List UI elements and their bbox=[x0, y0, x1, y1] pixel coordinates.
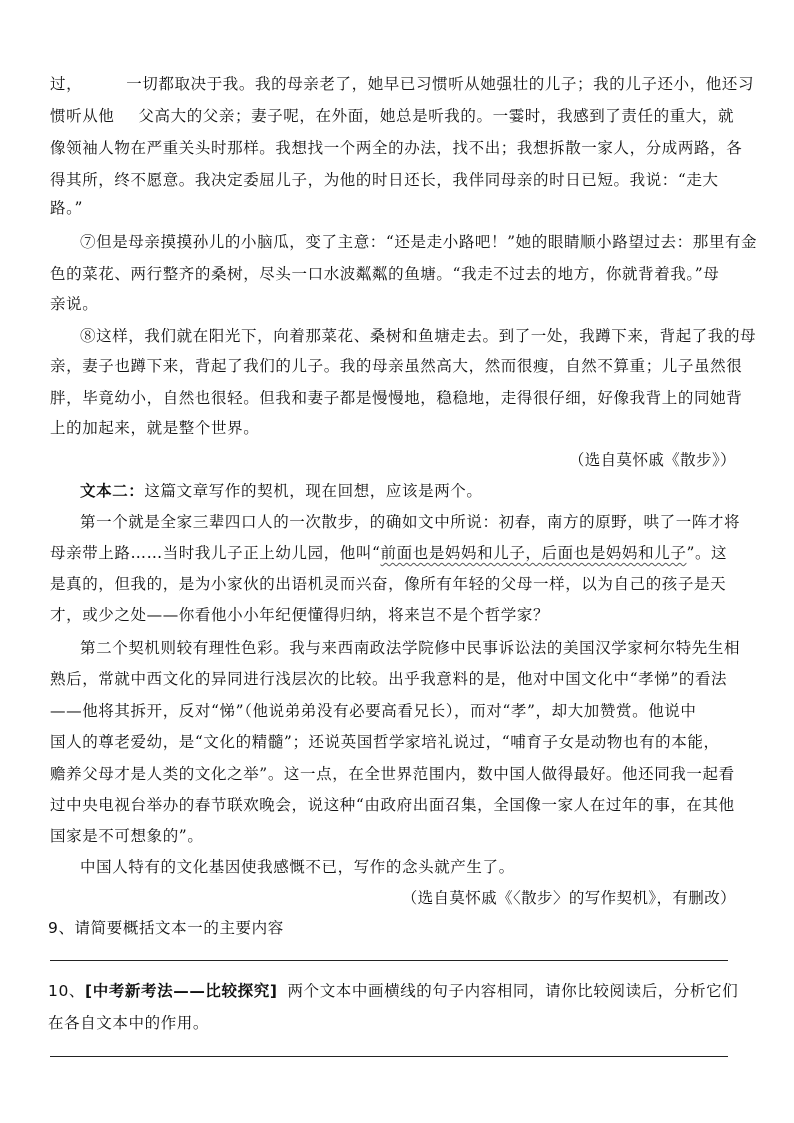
text2-line: 国人的尊老爱幼，是“文化的精髓”；还说英国哲学家培礼说过，“哺育子女是动物也有的本能， bbox=[50, 733, 720, 751]
question-10-line-2: 在各自文本中的作用。 bbox=[48, 1014, 210, 1032]
text1-source: （选自莫怀戚《散步》） bbox=[568, 451, 736, 469]
underlined-sentence: 前面也是妈妈和儿子，后面也是妈妈和儿子 bbox=[380, 544, 687, 562]
text2-line: ——他将其拆开，反对“悌”（他说弟弟没有必要高看兄长），而对“孝”，却大加赞赏。他说中 bbox=[50, 702, 697, 720]
question-9: 9、请简要概括文本一的主要内容 bbox=[48, 919, 284, 937]
text1-line: 像领袖人物在严重关头时那样。我想找一个两全的办法，找不出；我想拆散一家人，分成两路，各 bbox=[50, 139, 743, 157]
text1-paragraph-7: ⑦但是母亲摸摸孙儿的小脑瓜，变了主意：“还是走小路吧！”她的眼睛顺小路望过去：那里有金 bbox=[80, 233, 758, 251]
answer-line-q9[interactable] bbox=[50, 960, 728, 961]
text2-line: 赡养父母才是人类的文化之举”。这一点，在全世界范围内，数中国人做得最好。他还同我一起看 bbox=[50, 765, 735, 783]
text1-line: 惯听从他 父高大的父亲；妻子呢，在外面，她总是听我的。一霎时，我感到了责任的重大，就 bbox=[50, 107, 735, 125]
text2-line: 是真的，但我的，是为小家伙的出语机灵而兴奋，像所有年轻的父母一样，以为自己的孩子是天 bbox=[50, 575, 727, 593]
text2-source: （选自莫怀戚《〈散步〉的写作契机》，有删改） bbox=[401, 889, 736, 907]
question-tag: [中考新考法——比较探究] bbox=[85, 982, 278, 1000]
text2-intro: 文本二：这篇文章写作的契机，现在回想，应该是两个。 bbox=[80, 482, 483, 500]
text2-line: 熟后，常就中西文化的异同进行浅层次的比较。出乎我意料的是，他对中国文化中“孝悌”的看法 bbox=[50, 670, 728, 688]
text2-line: 过中央电视台举办的春节联欢晚会，说这种“由政府出面召集，全国像一家人在过年的事，在其他 bbox=[50, 796, 735, 814]
text2-paragraph-2: 第二个契机则较有理性色彩。我与来西南政法学院修中民事诉讼法的美国汉学家柯尔特先生相 bbox=[80, 639, 741, 657]
text1-line: 亲说。 bbox=[50, 295, 99, 313]
text1-line: 亲，妻子也蹲下来，背起了我们的儿子。我的母亲虽然高大，然而很瘦，自然不算重；儿子虽然很 bbox=[50, 357, 743, 375]
text2-line: 母亲带上路……当时我儿子正上幼儿园，他叫“前面也是妈妈和儿子，后面也是妈妈和儿子”。这 bbox=[50, 544, 728, 562]
text2-paragraph-1: 第一个就是全家三辈四口人的一次散步，的确如文中所说：初春，南方的原野，哄了一阵才将 bbox=[80, 513, 741, 531]
text1-line: 色的菜花、两行整齐的桑树，尽头一口水波粼粼的鱼塘。“我走不过去的地方，你就背着我。”母 bbox=[50, 265, 720, 283]
question-10: 10、[中考新考法——比较探究] 两个文本中画横线的句子内容相同，请你比较阅读后，分析它们 bbox=[48, 982, 739, 1000]
text1-line: 路。” bbox=[50, 199, 83, 217]
text2-paragraph-3: 中国人特有的文化基因使我感慨不已，写作的念头就产生了。 bbox=[80, 858, 515, 876]
text2-line: 国家是不可想象的”。 bbox=[50, 827, 204, 845]
answer-line-q10[interactable] bbox=[50, 1056, 728, 1057]
text1-line: 过， 一切都取决于我。我的母亲老了，她早已习惯听从她强壮的儿子；我的儿子还小，他还习 bbox=[50, 75, 755, 93]
text1-line: 得其所，终不愿意。我决定委屈儿子，为他的时日还长，我伴同母亲的时日已短。我说：“走大 bbox=[50, 171, 719, 189]
text1-line: 上的加起来，就是整个世界。 bbox=[50, 419, 260, 437]
text1-line: 胖，毕竟幼小，自然也很轻。但我和妻子都是慢慢地，稳稳地，走得很仔细，好像我背上的同她背 bbox=[50, 389, 743, 407]
text2-label: 文本二： bbox=[80, 482, 145, 500]
text1-paragraph-8: ⑧这样，我们就在阳光下，向着那菜花、桑树和鱼塘走去。到了一处，我蹲下来，背起了我的母 bbox=[80, 327, 757, 345]
text2-line: 才，或少之处——你看他小小年纪便懂得归纳，将来岂不是个哲学家？ bbox=[50, 606, 550, 624]
